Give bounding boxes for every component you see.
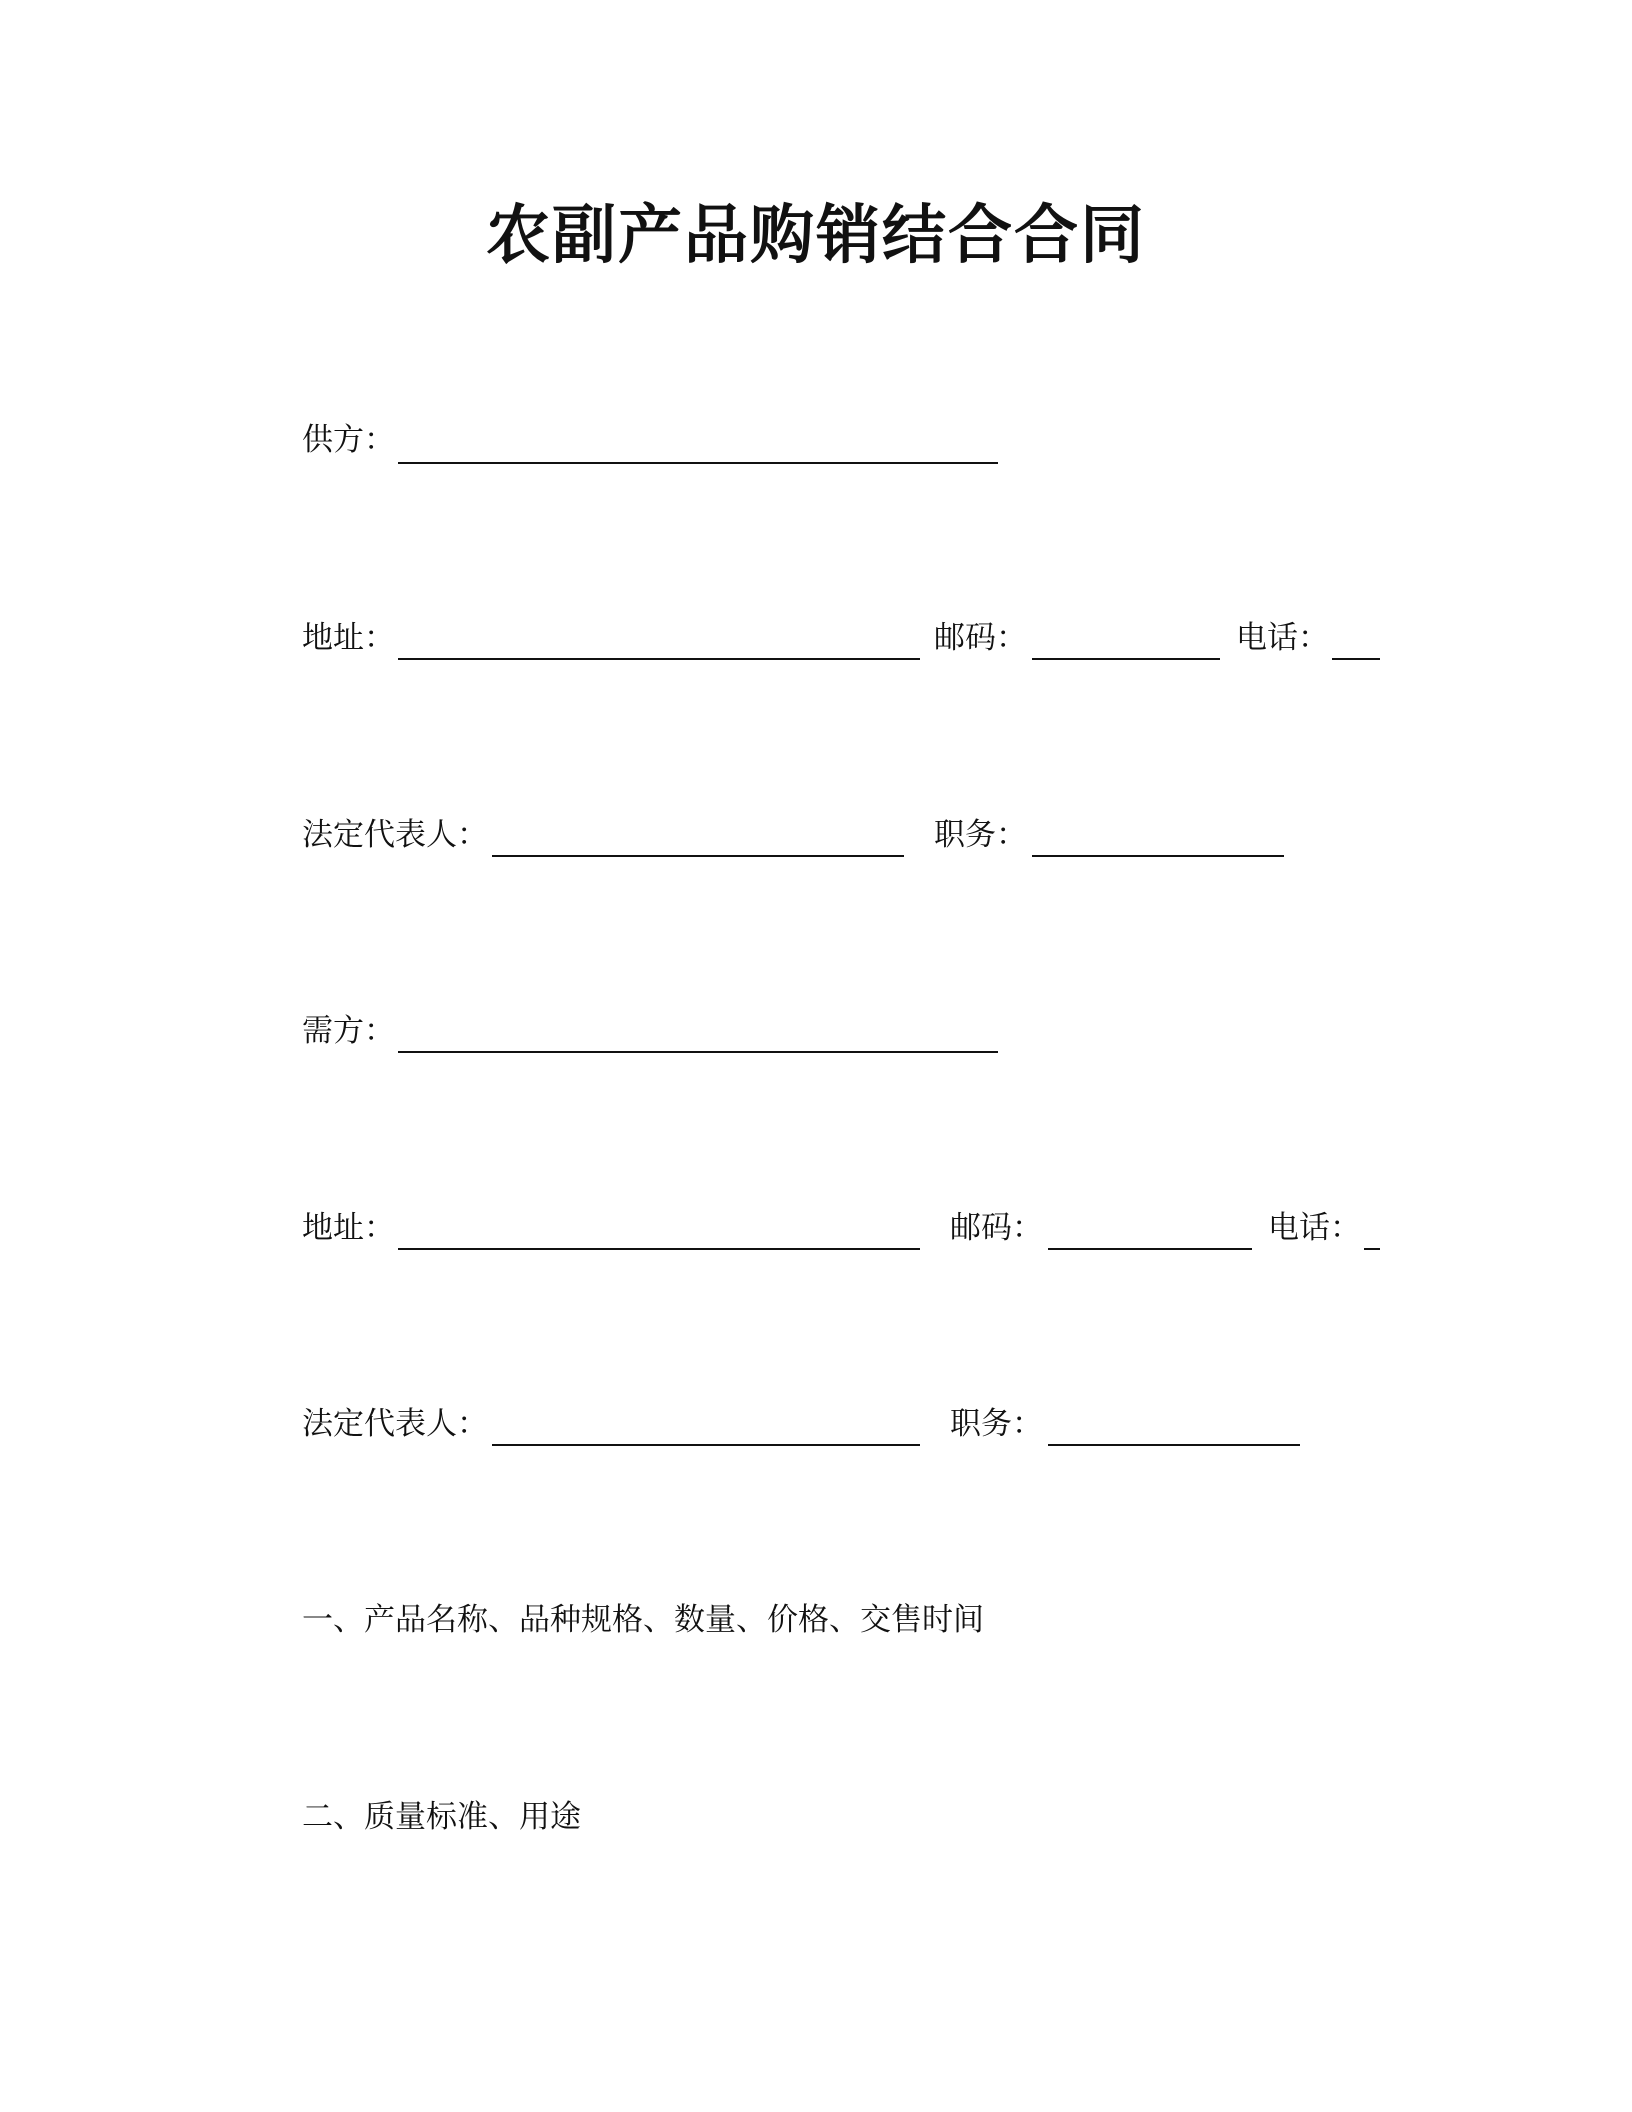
supplier-phone-label: 电话： [1236,620,1329,656]
buyer-party-label: 需方： [302,1013,395,1049]
supplier-postcode-label: 邮码： [934,620,1027,656]
buyer-address-label: 地址： [302,1210,395,1246]
supplier-legal-rep-field[interactable] [492,855,904,857]
buyer-postcode-field[interactable] [1048,1248,1252,1250]
document-title: 农副产品购销结合合同 [486,199,1146,273]
supplier-phone-field[interactable] [1332,658,1380,660]
section-heading-2: 二、质量标准、用途 [302,1799,581,1835]
buyer-legal-rep-label: 法定代表人： [302,1406,488,1442]
buyer-position-label: 职务： [950,1406,1043,1442]
buyer-phone-field[interactable] [1364,1248,1380,1250]
buyer-phone-label: 电话： [1268,1210,1361,1246]
buyer-legal-rep-field[interactable] [492,1444,920,1446]
buyer-address-field[interactable] [398,1248,920,1250]
supplier-postcode-field[interactable] [1032,658,1220,660]
supplier-address-field[interactable] [398,658,920,660]
supplier-party-label: 供方： [302,422,395,458]
buyer-postcode-label: 邮码： [950,1210,1043,1246]
section-heading-1: 一、产品名称、品种规格、数量、价格、交售时间 [302,1602,984,1638]
buyer-position-field[interactable] [1048,1444,1300,1446]
supplier-position-field[interactable] [1032,855,1284,857]
supplier-address-label: 地址： [302,620,395,656]
supplier-party-field[interactable] [398,462,998,464]
buyer-party-field[interactable] [398,1051,998,1053]
supplier-position-label: 职务： [934,817,1027,853]
supplier-legal-rep-label: 法定代表人： [302,817,488,853]
